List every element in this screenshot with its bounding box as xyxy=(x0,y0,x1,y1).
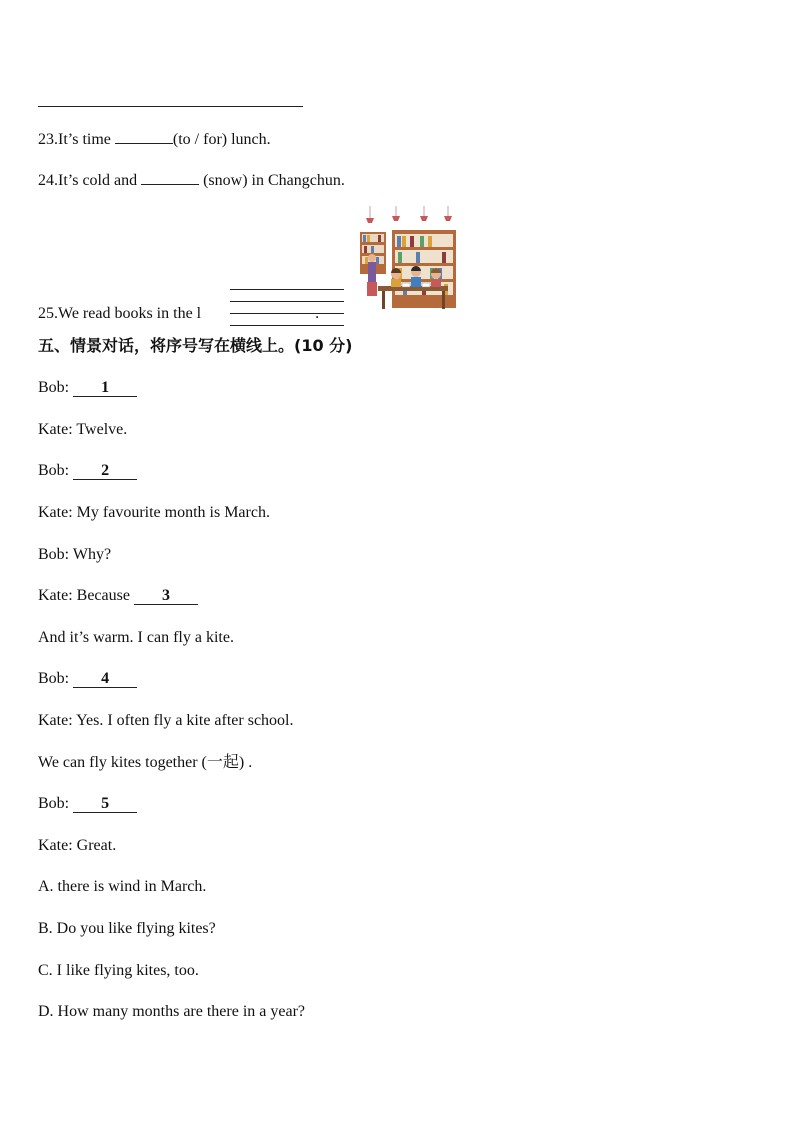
question-23: 23.It’s time (to / for) lunch. xyxy=(38,131,271,148)
dialogue-line-12: Kate: Great. xyxy=(38,837,117,854)
dialogue-line-5: Bob: Why? xyxy=(38,546,112,563)
dialogue-line-3: Bob: 2 xyxy=(38,461,137,481)
dialogue-line-7: And it’s warm. I can fly a kite. xyxy=(38,629,234,646)
dialogue-line-8: Bob: 4 xyxy=(38,669,137,689)
dialogue-blank-3[interactable]: 3 xyxy=(134,588,198,605)
option-d: D. How many months are there in a year? xyxy=(38,1003,306,1020)
question-25: 25.We read books in the l . xyxy=(38,305,320,322)
dialogue-line-9: Kate: Yes. I often fly a kite after school. xyxy=(38,712,294,729)
dialogue-line-11: Bob: 5 xyxy=(38,794,137,814)
question-24: 24.It’s cold and (snow) in Changchun. xyxy=(38,172,345,189)
dialogue-line-10: We can fly kites together (一起) . xyxy=(38,754,253,771)
dialogue-line-2: Kate: Twelve. xyxy=(38,421,128,438)
option-c: C. I like flying kites, too. xyxy=(38,962,199,979)
dialogue-blank-5[interactable]: 5 xyxy=(73,796,137,813)
dialogue-line-1: Bob: 1 xyxy=(38,378,137,398)
library-reading-illustration xyxy=(358,206,458,312)
dialogue-line-4: Kate: My favourite month is March. xyxy=(38,504,270,521)
answer-blank-24[interactable] xyxy=(141,170,199,185)
dialogue-blank-4[interactable]: 4 xyxy=(73,671,137,688)
answer-line-top xyxy=(38,106,303,107)
dialogue-line-6: Kate: Because 3 xyxy=(38,586,198,606)
section-heading: 五、情景对话，将序号写在横线上。(10 分) xyxy=(38,336,353,355)
option-b: B. Do you like flying kites? xyxy=(38,920,216,937)
option-a: A. there is wind in March. xyxy=(38,878,207,895)
dialogue-blank-2[interactable]: 2 xyxy=(73,463,137,480)
dialogue-blank-1[interactable]: 1 xyxy=(73,380,137,397)
answer-blank-23[interactable] xyxy=(115,129,173,144)
